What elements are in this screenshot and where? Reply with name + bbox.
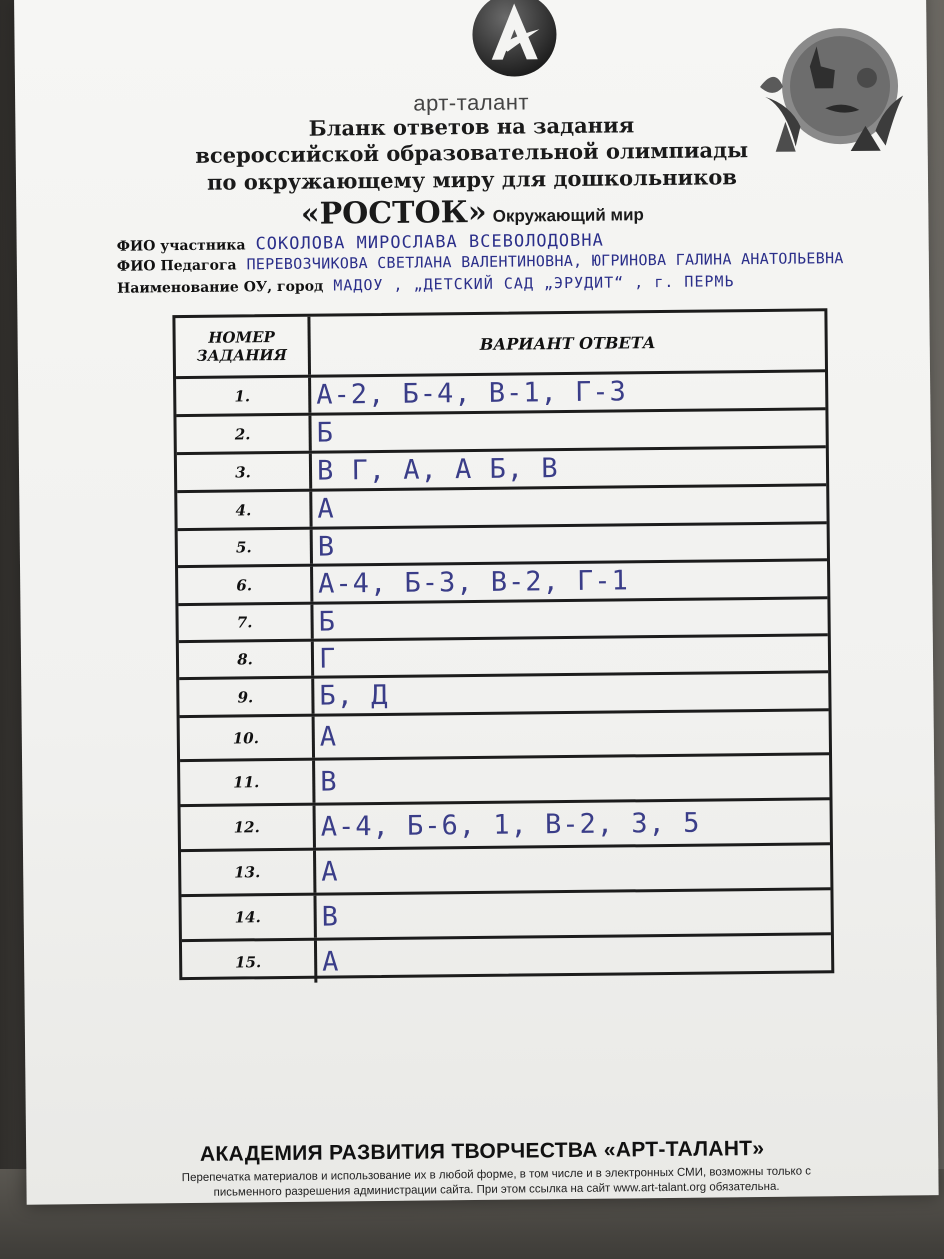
table-row [182, 935, 831, 984]
answer-cell: Г [318, 642, 337, 675]
answer-cell: А-2, Б-4, В-1, Г-3 [316, 376, 627, 411]
header-task-number-line-1: НОМЕР [208, 328, 275, 347]
subject-name: Окружающий мир [492, 205, 644, 226]
task-number: 13. [181, 851, 316, 894]
answer-cell: В Г, А, А Б, В [316, 453, 559, 487]
answer-cell: А-4, Б-6, 1, В-2, 3, 5 [320, 807, 701, 843]
task-number: 14. [181, 896, 316, 939]
header-answer: ВАРИАНТ ОТВЕТА [479, 332, 656, 354]
task-number: 11. [180, 761, 315, 804]
title-line-3: по окружающему миру для дошкольников [206, 164, 738, 195]
header-task-number-line-2: ЗАДАНИЯ [196, 345, 287, 365]
task-number: 4. [177, 492, 312, 528]
answer-cell: В [321, 900, 340, 933]
table-row [180, 755, 829, 807]
school-value: МАДОУ , „ДЕТСКИЙ САД „ЭРУДИТ“ , г. ПЕРМЬ [333, 272, 735, 295]
participant-label: ФИО участника [116, 237, 246, 255]
task-number: 12. [181, 806, 316, 849]
school-field [117, 272, 735, 296]
school-label: Наименование ОУ, город [117, 278, 324, 297]
brand-name: арт-талант [413, 89, 530, 116]
task-number: 7. [178, 605, 313, 640]
task-number: 10. [180, 717, 315, 759]
table-row [181, 845, 830, 897]
olympiad-name: «РОСТОК» [300, 194, 487, 232]
table-row [181, 800, 830, 852]
header-task-number [175, 317, 311, 376]
answer-cell: А [317, 493, 335, 525]
answer-cell: Б [316, 417, 335, 449]
task-number: 2. [176, 416, 311, 452]
title-line-1: Бланк ответов на задания [308, 112, 635, 141]
footer-title: АКАДЕМИЯ РАЗВИТИЯ ТВОРЧЕСТВА «АРТ-ТАЛАНТ» [199, 1136, 765, 1166]
answer-cell: А [319, 721, 338, 753]
answer-cell: А [322, 945, 340, 978]
answer-cell: В [320, 765, 338, 798]
answer-table [172, 308, 834, 980]
table-body [176, 372, 831, 977]
task-number: 9. [179, 679, 314, 715]
task-number: 3. [177, 454, 312, 490]
task-number: 15. [182, 941, 317, 984]
answer-cell: А [321, 855, 339, 888]
olympiad-title [16, 190, 928, 235]
participant-value: СОКОЛОВА МИРОСЛАВА ВСЕВОЛОДОВНА [255, 230, 604, 255]
footer-note-line-1: Перепечатка материалов и использование их в любой форме, в том числе и в электронных СМИ, возможны только с [181, 1165, 812, 1185]
answer-cell: Б, Д [319, 679, 389, 712]
table-row [181, 890, 830, 942]
footer-note-line-2: письменного разрешения администрации сайта. При этом ссылка на сайт www.art-talant.org обязательна. [213, 1180, 780, 1199]
answer-cell: Б [318, 605, 337, 638]
task-number: 6. [178, 567, 313, 603]
task-number: 5. [178, 530, 313, 565]
answer-cell: А-4, Б-3, В-2, Г-1 [318, 565, 629, 600]
footer-note [136, 1164, 856, 1202]
teacher-value: ПЕРЕВОЗЧИКОВА СВЕТЛАНА ВАЛЕНТИНОВНА, ЮГРИНОВА ГАЛИНА АНАТОЛЬЕВНА [246, 249, 844, 274]
title-line-2: всероссийской образовательной олимпиады [195, 137, 749, 168]
answer-sheet [14, 0, 939, 1205]
table-header [175, 311, 825, 379]
art-talant-logo-icon [469, 0, 560, 80]
answer-cell: В [317, 530, 336, 563]
task-number: 1. [176, 378, 311, 414]
table-row [180, 711, 829, 762]
teacher-label: ФИО Педагога [116, 257, 237, 275]
task-number: 8. [179, 642, 314, 677]
